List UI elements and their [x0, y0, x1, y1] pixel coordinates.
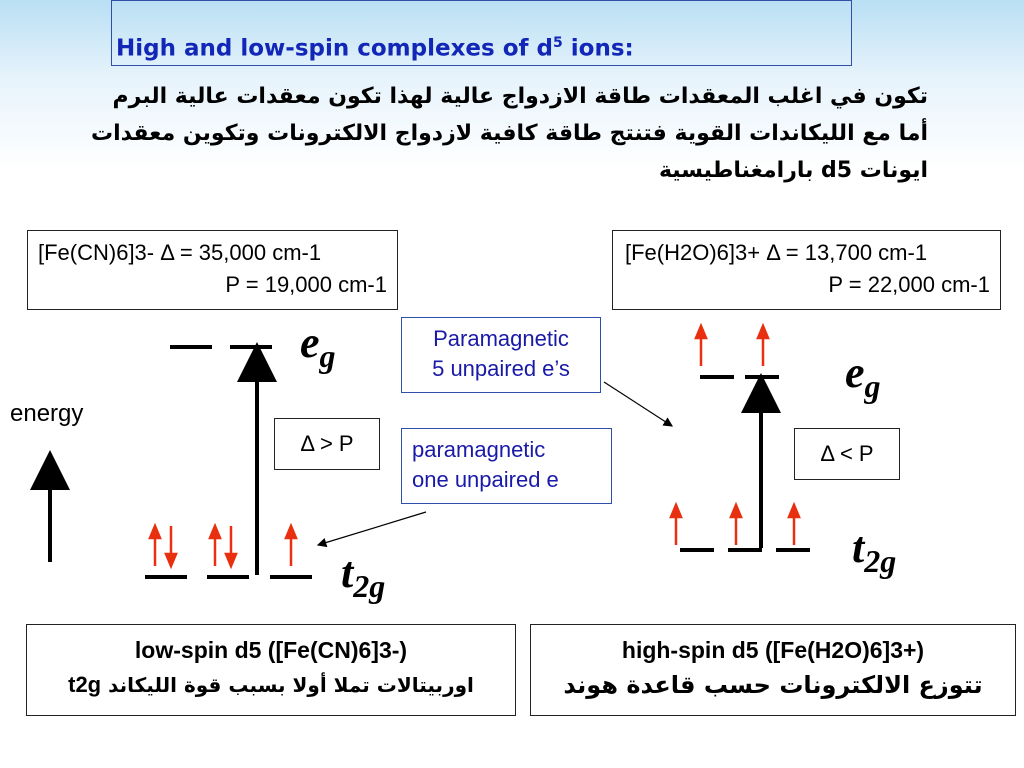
- low-spin-caption: اوربيتالات تملا أولا بسبب قوة الليكاند t2g: [68, 672, 474, 697]
- paramagnetic-5-line2: 5 unpaired e’s: [432, 356, 570, 381]
- paramagnetic-1-line2: one unpaired e: [412, 467, 559, 492]
- high-spin-p: P = 22,000 cm-1: [828, 272, 990, 297]
- low-spin-title: low-spin d5 ([Fe(CN)6]3-): [134, 637, 408, 663]
- left-electron-single: [286, 526, 296, 566]
- right-t2g-label: $t_{2g}$: [852, 523, 897, 579]
- left-electron-pair-2: [210, 526, 236, 566]
- delta-less-text: Δ < P: [820, 441, 874, 466]
- left-t2g-label: $t_{2g}$: [341, 548, 386, 604]
- paramagnetic-5-line1: Paramagnetic: [433, 326, 569, 351]
- high-spin-delta: [Fe(H2O)6]3+ Δ = 13,700 cm-1: [625, 240, 928, 265]
- right-eg-label: $e_g$: [845, 348, 881, 404]
- low-spin-delta: [Fe(CN)6]3- Δ = 35,000 cm-1: [38, 240, 322, 265]
- arabic-line-1: تكون في اغلب المعقدات طاقة الازدواج عالية لهذا تكون معقدات عالية البرم: [112, 84, 928, 109]
- right-t2g-electrons: [671, 505, 799, 545]
- high-spin-box: [530, 624, 1016, 716]
- right-eg-electrons: [696, 326, 768, 366]
- pointer-paramagnetic-1: [318, 512, 426, 545]
- low-spin-p: P = 19,000 cm-1: [225, 272, 387, 297]
- left-electron-pair-1: [150, 526, 176, 566]
- paramagnetic-1-line1: paramagnetic: [412, 437, 546, 462]
- left-eg-label: $e_g$: [300, 318, 336, 374]
- delta-greater-text: Δ > P: [300, 431, 354, 456]
- low-spin-box: [26, 624, 516, 716]
- arabic-line-3: ايونات d5 بارامغناطيسية: [658, 158, 928, 183]
- arabic-line-2: أما مع الليكاندات القوية فتنتج طاقة كافية لازدواج الالكترونات وتكوين معقدات: [90, 121, 928, 146]
- high-spin-caption: تتوزع الالكترونات حسب قاعدة هوند: [563, 671, 983, 699]
- slide-title: High and low-spin complexes of $d^5$ ions:: [116, 35, 634, 62]
- pointer-paramagnetic-5: [604, 382, 672, 426]
- high-spin-title: high-spin d5 ([Fe(H2O)6]3+): [621, 637, 925, 663]
- energy-label: energy: [10, 400, 84, 427]
